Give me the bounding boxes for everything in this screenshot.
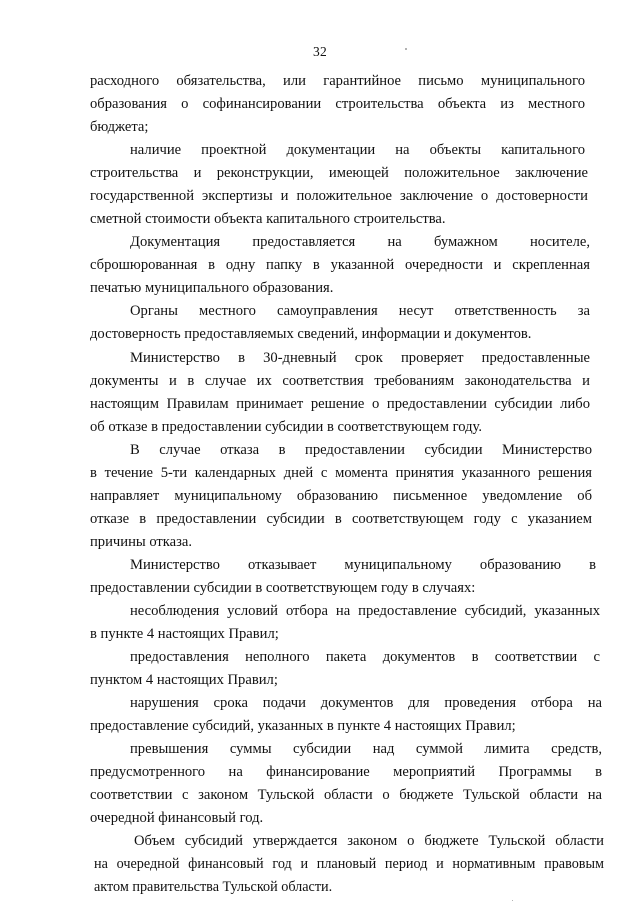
text-line: нарушения срока подачи документов для проведения отбора на <box>130 695 602 711</box>
text-line: в течение 5-ти календарных дней с момента принятия указанного решения <box>90 465 592 481</box>
text-line: актом правительства Тульской области. <box>94 879 333 895</box>
text-line: Министерство в 30-дневный срок проверяет предоставленные <box>130 350 590 366</box>
text-line: настоящим Правилам принимает решение о предоставлении субсидии либо <box>90 396 590 412</box>
scan-speck <box>405 48 407 50</box>
text-line: на очередной финансовый год и плановый период и нормативным правовым <box>94 856 604 872</box>
text-line: очередной финансовый год. <box>90 810 264 826</box>
text-line: несоблюдения условий отбора на предоставление субсидий, указанных <box>130 603 600 619</box>
text-line: предоставления неполного пакета документов в соответствии с <box>130 649 600 665</box>
text-line: Органы местного самоуправления несут ответственность за <box>130 303 590 319</box>
text-line: расходного обязательства, или гарантийное письмо муниципального <box>90 73 585 89</box>
text-line: В случае отказа в предоставлении субсидии Министерство <box>130 442 592 458</box>
text-line: превышения суммы субсидии над суммой лимита средств, <box>130 741 602 757</box>
text-line: в пункте 4 настоящих Правил; <box>90 626 279 642</box>
text-line: причины отказа. <box>90 534 193 550</box>
text-line: сметной стоимости объекта капитального строительства. <box>90 211 446 227</box>
text-line: пунктом 4 настоящих Правил; <box>90 672 278 688</box>
text-line: предоставлении субсидии в соответствующем году в случаях: <box>90 580 476 596</box>
text-line: документы и в случае их соответствия требованиям законодательства и <box>90 373 590 389</box>
text-line: предоставление субсидий, указанных в пункте 4 настоящих Правил; <box>90 718 516 734</box>
text-line: Документация предоставляется на бумажном носителе, <box>130 234 590 250</box>
text-line: Министерство отказывает муниципальному образованию в <box>130 557 596 573</box>
text-line: сброшюрованная в одну папку в указанной очередности и скрепленная <box>90 257 590 273</box>
text-line: строительства и реконструкции, имеющей положительное заключение <box>90 165 588 181</box>
text-line: направляет муниципальному образованию письменное уведомление об <box>90 488 592 504</box>
text-line: предусмотренного на финансирование мероприятий Программы в <box>90 764 602 780</box>
text-line: достоверность предоставляемых сведений, информации и документов. <box>90 326 532 342</box>
text-line: наличие проектной документации на объекты капитального <box>130 142 585 158</box>
page-number: 32 <box>313 44 327 59</box>
text-line: бюджета; <box>90 119 149 135</box>
text-line: образования о софинансировании строительства объекта из местного <box>90 96 585 112</box>
scan-speck <box>512 900 513 901</box>
text-line: печатью муниципального образования. <box>90 280 334 296</box>
text-line: государственной экспертизы и положительное заключение о достоверности <box>90 188 588 204</box>
text-line: соответствии с законом Тульской области о бюджете Тульской области на <box>90 787 602 803</box>
text-line: отказе в предоставлении субсидии в соответствующем году с указанием <box>90 511 592 527</box>
text-line: Объем субсидий утверждается законом о бюджете Тульской области <box>134 833 604 849</box>
text-line: об отказе в предоставлении субсидии в соответствующем году. <box>90 419 483 435</box>
